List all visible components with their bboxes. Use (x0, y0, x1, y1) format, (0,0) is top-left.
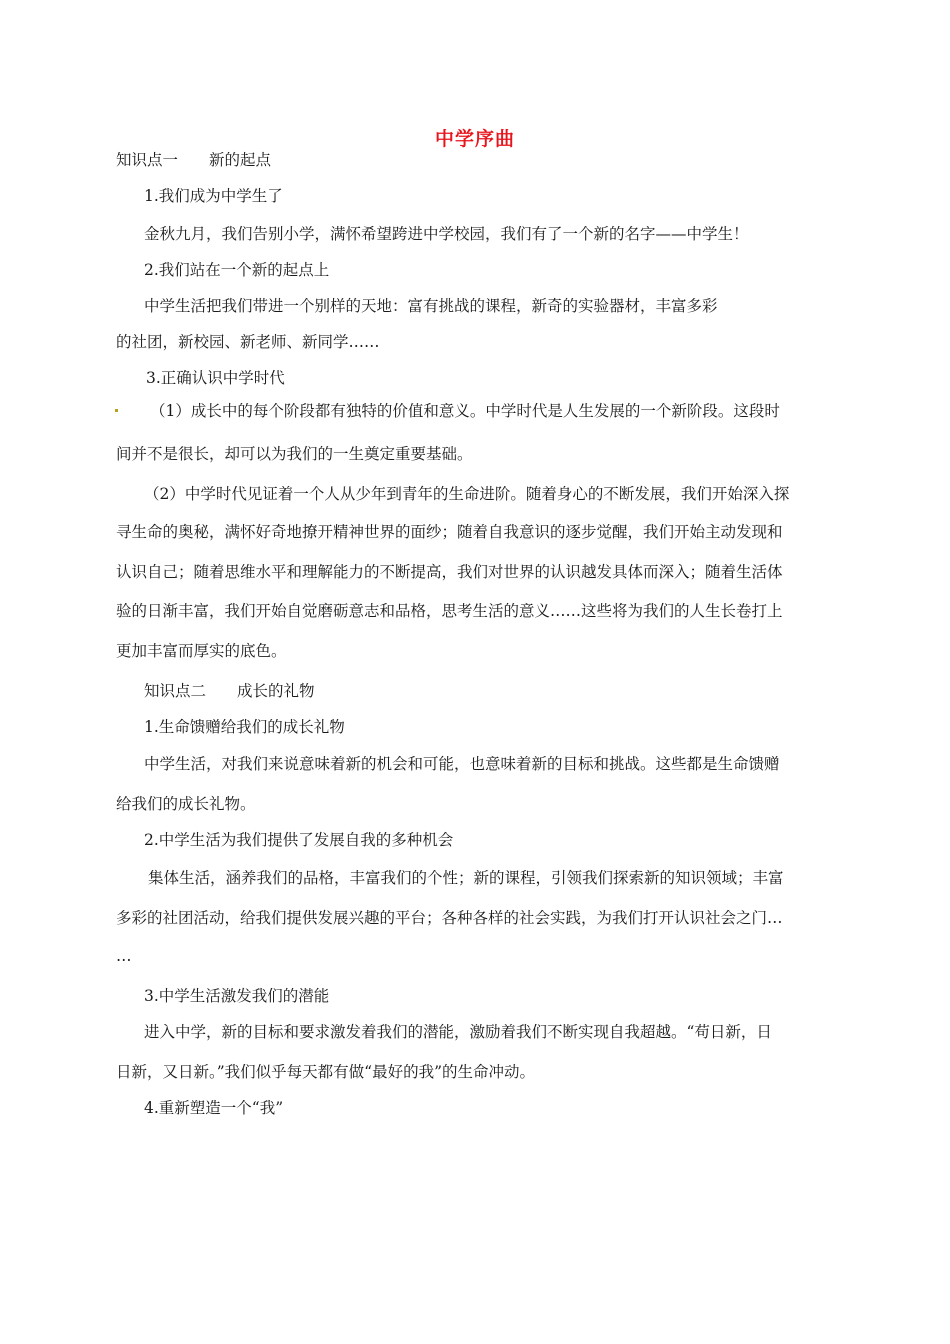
item-heading: 3.中学生活激发我们的潜能 (144, 987, 330, 1005)
paragraph-line: 金秋九月，我们告别小学，满怀希望跨进中学校园，我们有了一个新的名字——中学生！ (144, 225, 749, 243)
paragraph-line: 的社团，新校园、新老师、新同学…… (116, 333, 380, 351)
section-heading-2: 知识点二 成长的礼物 (144, 682, 315, 700)
paragraph-line: （1）成长中的每个阶段都有独特的价值和意义。中学时代是人生发展的一个新阶段。这段时 (150, 402, 780, 420)
paragraph-line: 寻生命的奥秘，满怀好奇地撩开精神世界的面纱；随着自我意识的逐步觉醒，我们开始主动发现和 (116, 523, 783, 541)
item-heading: 1.生命馈赠给我们的成长礼物 (144, 718, 345, 736)
item-heading: 2.我们站在一个新的起点上 (144, 261, 330, 279)
paragraph-line: 间并不是很长，却可以为我们的一生奠定重要基础。 (116, 445, 473, 463)
paragraph-line: 多彩的社团活动，给我们提供发展兴趣的平台；各种各样的社会实践，为我们打开认识社会之门… (116, 909, 783, 927)
item-heading: 1.我们成为中学生了 (144, 187, 283, 205)
item-heading: 3.正确认识中学时代 (146, 369, 285, 387)
document-title: 中学序曲 (434, 128, 515, 150)
paragraph-line: 中学生活，对我们来说意味着新的机会和可能，也意味着新的目标和挑战。这些都是生命馈赠 (144, 755, 780, 773)
paragraph-line: 集体生活，涵养我们的品格，丰富我们的个性；新的课程，引领我们探索新的知识领域；丰富 (148, 869, 784, 887)
paragraph-line: 日新，又日新。”我们似乎每天都有做“最好的我”的生命冲动。 (116, 1063, 536, 1081)
paragraph-line: 验的日渐丰富，我们开始自觉磨砺意志和品格，思考生活的意义……这些将为我们的人生长卷打上 (116, 602, 783, 620)
paragraph-line: … (116, 947, 132, 965)
item-heading: 2.中学生活为我们提供了发展自我的多种机会 (144, 831, 454, 849)
section-heading-1: 知识点一 新的起点 (116, 151, 272, 169)
paragraph-line: 给我们的成长礼物。 (116, 795, 256, 813)
stray-mark (115, 409, 118, 412)
paragraph-line: 认识自己；随着思维水平和理解能力的不断提高，我们对世界的认识越发具体而深入；随着生活体 (116, 563, 783, 581)
paragraph-line: （2）中学时代见证着一个人从少年到青年的生命进阶。随着身心的不断发展，我们开始深入探 (144, 485, 790, 503)
paragraph-line: 更加丰富而厚实的底色。 (116, 642, 287, 660)
paragraph-line: 进入中学，新的目标和要求激发着我们的潜能，激励着我们不断实现自我超越。“苟日新，日 (144, 1023, 772, 1041)
paragraph-line: 中学生活把我们带进一个别样的天地：富有挑战的课程，新奇的实验器材，丰富多彩 (144, 297, 718, 315)
item-heading: 4.重新塑造一个“我” (144, 1099, 284, 1117)
